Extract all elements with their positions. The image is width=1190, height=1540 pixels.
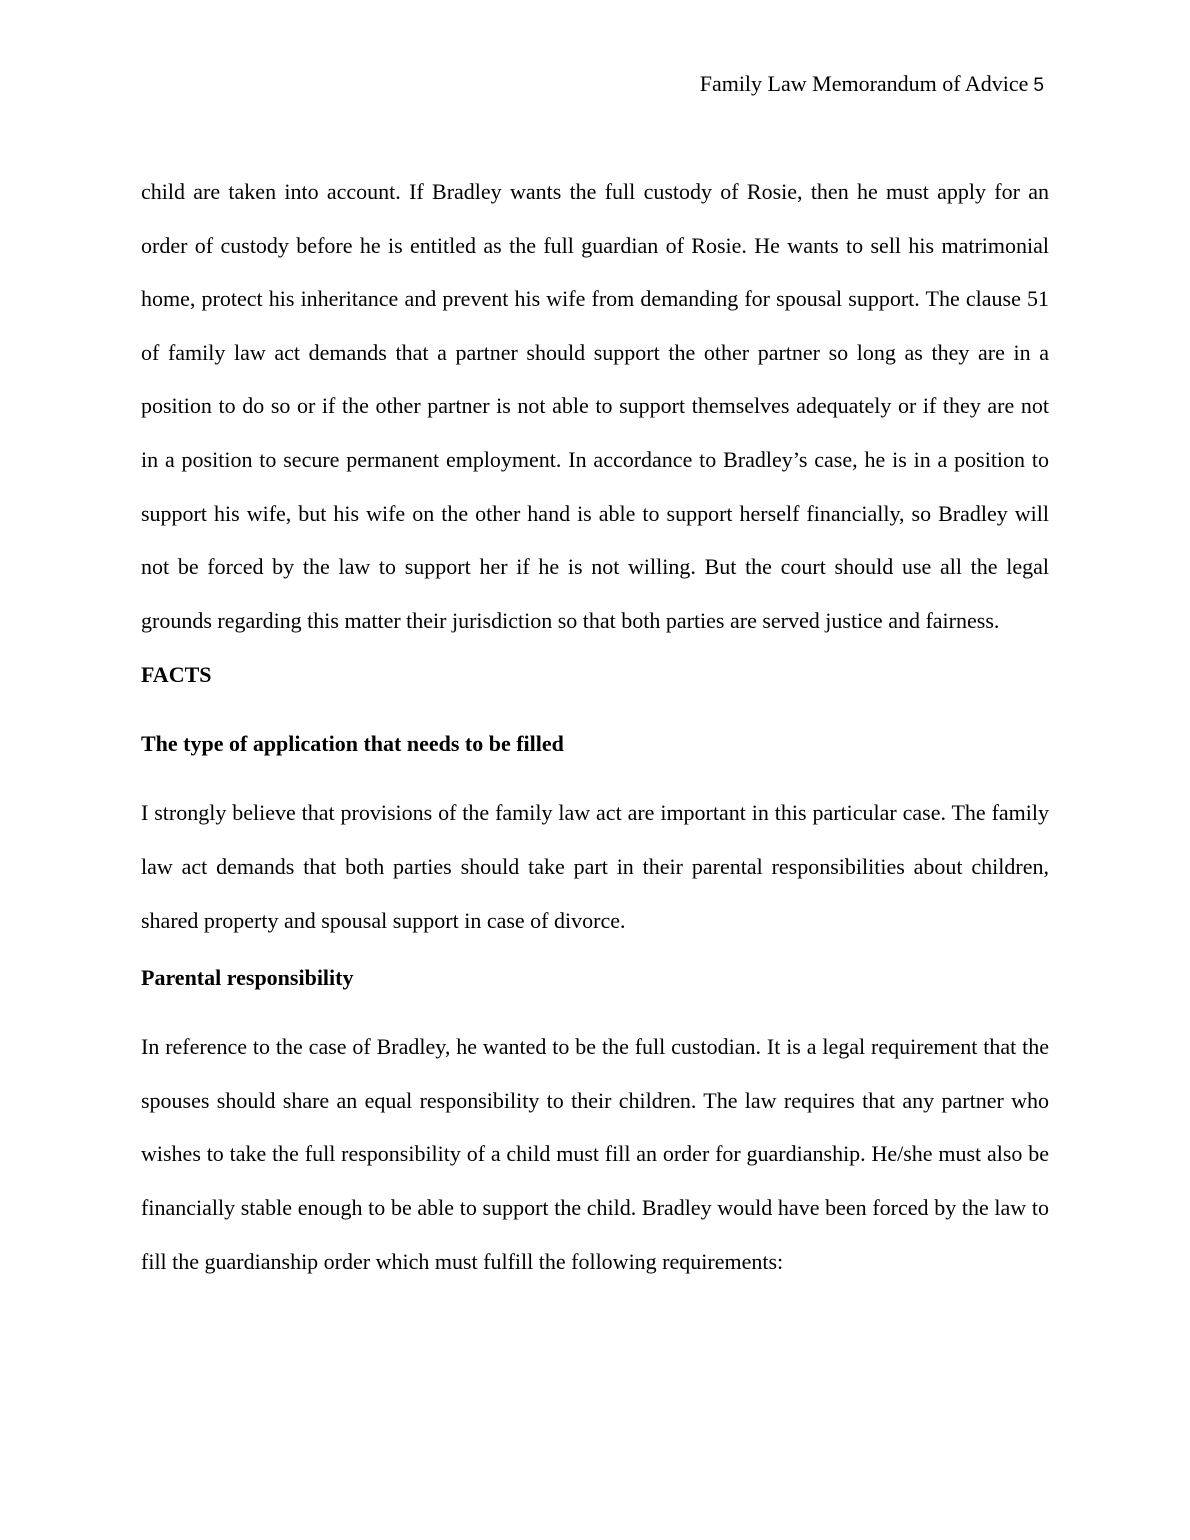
parental-responsibility-heading: Parental responsibility <box>141 965 354 991</box>
application-type-heading: The type of application that needs to be filled <box>141 731 564 757</box>
parental-responsibility-paragraph: In reference to the case of Bradley, he wanted to be the full custodian. It is a legal requirement that the spouses should share an equal responsibility to their children. The law requires that any partner who wishes to take the full responsibility of a child must fill an order for guardianship. He/she must also be financially stable enough to be able to support the child. Bradley would have been forced by the law to fill the guardianship order which must fulfill the following requirements: <box>141 1034 1049 1274</box>
running-header <box>700 69 1044 101</box>
running-title: Family Law Memorandum of Advice <box>699 71 1029 96</box>
facts-heading: FACTS <box>141 662 212 688</box>
document-body <box>141 165 1049 1288</box>
intro-paragraph: child are taken into account. If Bradley wants the full custody of Rosie, then he must apply for an order of custody before he is entitled as the full guardian of Rosie. He wants to sell his matrimonial home, protect his inheritance and prevent his wife from demanding for spousal support. The clause 51 of family law act demands that a partner should support the other partner so long as they are in a position to do so or if the other partner is not able to support themselves adequately or if they are not in a position to secure permanent employment. In accordance to Bradley’s case, he is in a position to support his wife, but his wife on the other hand is able to support herself financially, so Bradley will not be forced by the law to support her if he is not willing. But the court should use all the legal grounds regarding this matter their jurisdiction so that both parties are served justice and fairness. <box>141 179 1049 633</box>
page-number: 5 <box>1033 75 1044 96</box>
application-type-paragraph: I strongly believe that provisions of the family law act are important in this particular case. The family law act demands that both parties should take part in their parental responsibilities about children, shared property and spousal support in case of divorce. <box>141 800 1049 933</box>
